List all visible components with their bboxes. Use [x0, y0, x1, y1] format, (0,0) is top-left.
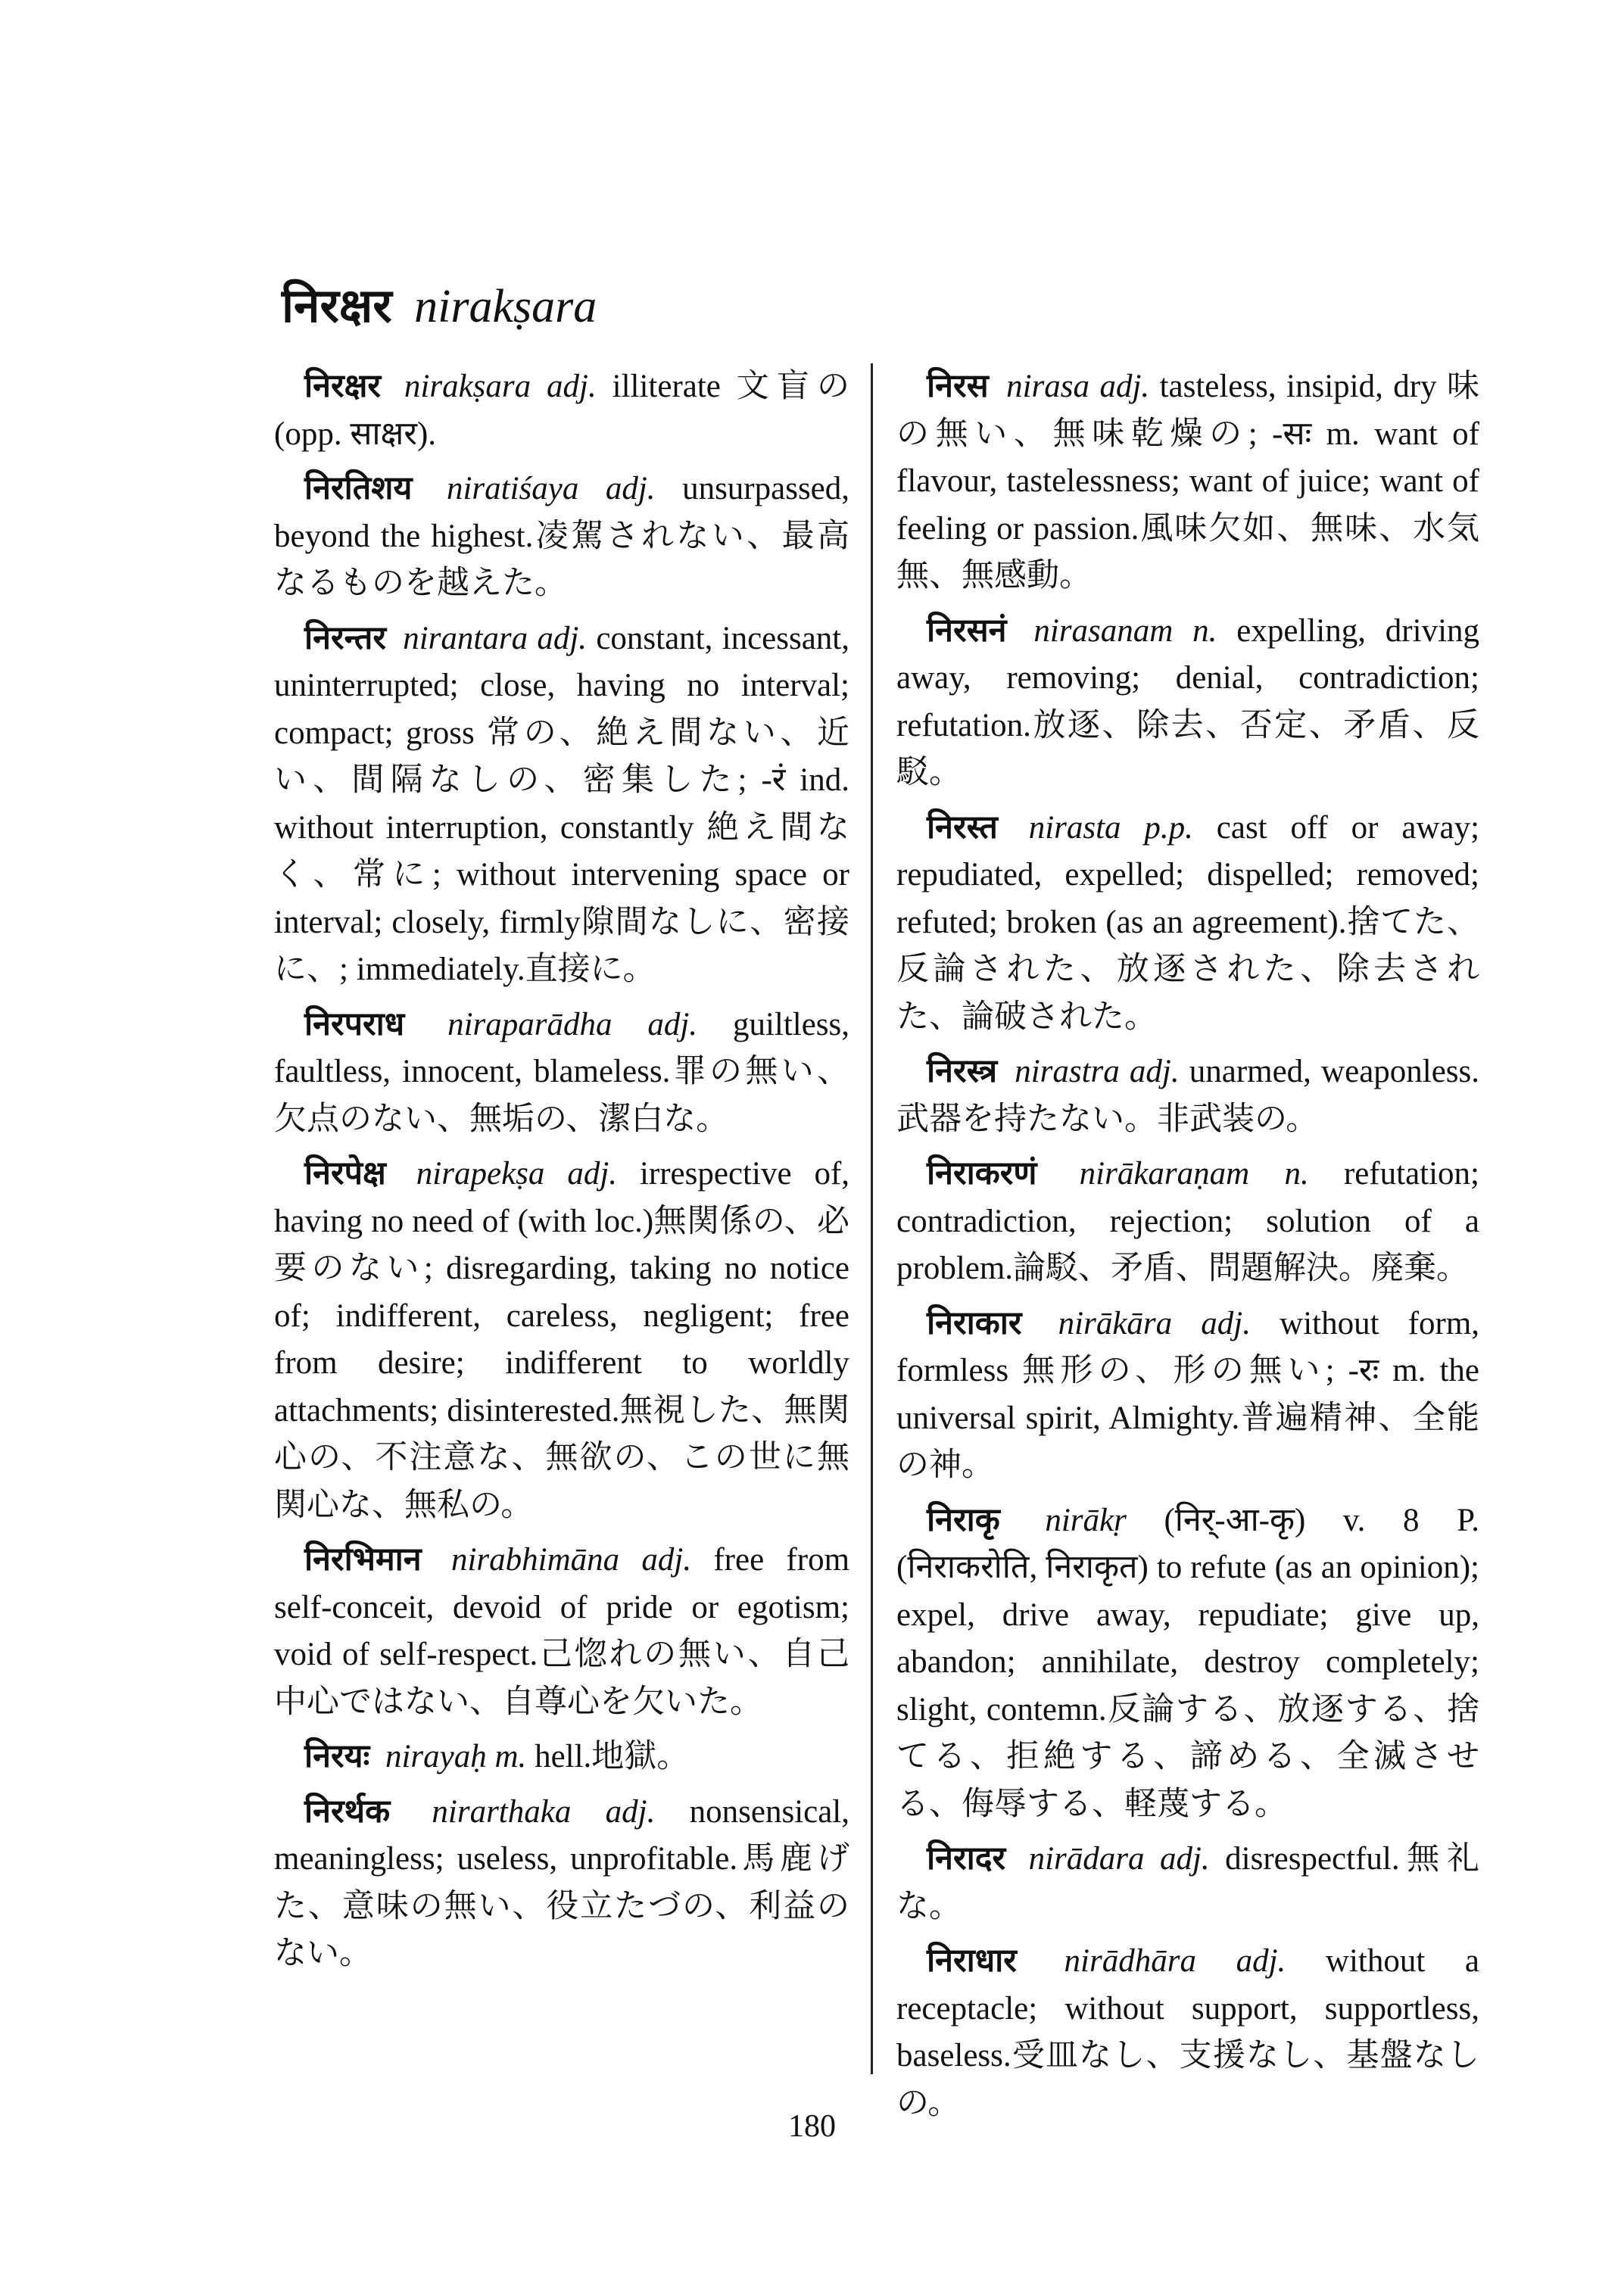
entry-pos: adj.	[567, 1156, 618, 1192]
entry-definition: (निर्-आ-कृ) v. 8 P. (निराकरोति, निराकृत) to refute (as an opinion); expel, drive away, repudiate; give up, abandon; annihilate, destroy completely; slight, contemn.反論する、放逐する、捨てる、拒絶する、諦める、全滅させる、侮辱する、軽蔑する。	[896, 1502, 1479, 1822]
entry-headword: निरतिशय	[304, 471, 413, 506]
entry-transliteration: nirasa	[1006, 369, 1090, 404]
dictionary-entry	[896, 1301, 1479, 1490]
entry-pos: n.	[1284, 1156, 1309, 1192]
entry-transliteration: niraparādha	[447, 1006, 613, 1042]
page-header	[282, 273, 597, 336]
dictionary-entry	[896, 608, 1479, 797]
entry-transliteration: nirayaḥ	[385, 1739, 487, 1774]
entry-definition: guiltless, faultless, innocent, blameless.罪の無い、欠点のない、無垢の、潔白な。	[274, 1006, 850, 1137]
entry-headword: निरस्त	[927, 809, 998, 846]
entry-headword: निराकार	[927, 1305, 1022, 1341]
dictionary-entry	[274, 1002, 849, 1144]
entry-pos: adj.	[1236, 1943, 1286, 1979]
entry-transliteration: nirasta	[1028, 809, 1121, 846]
entry-pos: adj.	[605, 1793, 656, 1830]
entry-headword: निरभिमान	[304, 1542, 422, 1578]
dictionary-entry	[896, 1151, 1479, 1293]
dictionary-entry	[274, 1537, 849, 1726]
header-transliteration: nirakṣara	[414, 281, 597, 332]
right-column	[896, 363, 1479, 2135]
entry-headword: निरर्थक	[304, 1793, 391, 1830]
entry-pos: n.	[1192, 612, 1217, 649]
entry-transliteration: nirākṛ	[1045, 1502, 1127, 1538]
entry-pos: adj.	[1159, 1841, 1210, 1877]
dictionary-entry	[274, 1789, 849, 1978]
entry-pos: adj.	[1129, 1054, 1180, 1089]
entry-definition: irrespective of, having no need of (with loc.)無関係の、必要のない; disregarding, taking no notice of; indifferent, careless, negligent; free from desire; indifferent to worldly attachments; disinterested.無視した、無関心の、不注意な、無欲の、この世に無関心な、無私の。	[274, 1156, 850, 1523]
entry-headword: निराकरणं	[927, 1156, 1037, 1192]
entry-headword: निरपराध	[304, 1006, 405, 1042]
entry-transliteration: nirasanam	[1033, 612, 1174, 649]
entry-transliteration: nirabhimāna	[450, 1542, 620, 1578]
dictionary-entry	[896, 1048, 1479, 1143]
entry-definition: constant, incessant, uninterrupted; close, having no interval; compact; gross 常の、絶え間ない、近い、間隔なしの、密集した; -रं ind. without interruption, constantly 絶え間なく、常に; without intervening space or interval; closely, firmly隙間なしに、密接に、; immediately.直接に。	[274, 620, 849, 987]
entry-pos: adj.	[547, 369, 597, 404]
entry-headword: निरादर	[927, 1841, 1006, 1877]
header-headword: निरक्षर	[282, 281, 392, 332]
entry-transliteration: nirakṣara	[404, 369, 531, 404]
entry-pos: m.	[494, 1739, 527, 1774]
entry-headword: निरसनं	[927, 612, 1007, 649]
entry-definition: expelling, driving away, removing; denial, contradiction; refutation.放逐、除去、否定、矛盾、反駁。	[896, 612, 1480, 790]
entry-transliteration: niratiśaya	[446, 471, 579, 506]
entry-pos: adj.	[1201, 1305, 1251, 1341]
page-number: 180	[788, 2109, 836, 2144]
entry-headword: निरपेक्ष	[304, 1156, 386, 1192]
dictionary-entry	[274, 466, 849, 608]
entry-definition: unarmed, weaponless.武器を持たない。非武装の。	[896, 1054, 1480, 1137]
entry-pos: adj.	[647, 1006, 698, 1042]
entry-transliteration: nirākāra	[1058, 1305, 1173, 1341]
entry-headword: निरयः	[304, 1739, 370, 1774]
entry-definition: unsurpassed, beyond the highest.凌駕されない、最高なるものを越えた。	[274, 471, 850, 601]
entry-definition: hell.地獄。	[535, 1739, 690, 1774]
entry-pos: adj.	[537, 620, 588, 656]
entry-definition: cast off or away; repudiated, expelled; dispelled; removed; refuted; broken (as an agreement).捨てた、反論された、放逐された、除去された、論破された。	[896, 809, 1480, 1035]
left-column	[274, 363, 849, 1986]
entry-definition: free from self-conceit, devoid of pride or egotism; void of self-respect.己惚れの無い、自己中心ではない、自尊心を欠いた。	[274, 1542, 850, 1720]
entry-pos: adj.	[1099, 369, 1150, 404]
entry-headword: निरस्त्र	[927, 1054, 998, 1089]
entry-headword: निराकृ	[927, 1502, 1000, 1538]
entry-headword: निरस	[927, 369, 989, 404]
dictionary-entry	[896, 363, 1479, 600]
entry-pos: adj.	[641, 1542, 692, 1578]
entry-transliteration: nirādara	[1028, 1841, 1145, 1877]
entry-definition: refutation; contradiction, rejection; solution of a problem.論駁、矛盾、問題解決。廃棄。	[896, 1156, 1480, 1286]
entry-pos: adj.	[605, 471, 656, 506]
entry-definition: tasteless, insipid, dry 味の無い、無味乾燥の; -सः m. want of flavour, tastelessness; want of juice; want of feeling or passion.風味欠如、無味、水気無、無感動。	[896, 369, 1480, 594]
entry-transliteration: nirarthaka	[432, 1793, 572, 1830]
dictionary-entry	[896, 1836, 1479, 1930]
entry-headword: निराधार	[927, 1943, 1017, 1979]
entry-headword: निरक्षर	[304, 369, 382, 404]
entry-definition: without form, formless 無形の、形の無い; -रः m. the universal spirit, Almighty.普遍精神、全能の神。	[896, 1305, 1480, 1483]
dictionary-entry	[896, 1497, 1479, 1829]
entry-transliteration: nirantara	[403, 620, 528, 656]
entry-transliteration: nirastra	[1015, 1054, 1120, 1089]
entry-transliteration: nirākaraṇam	[1079, 1156, 1250, 1192]
dictionary-entry	[274, 1734, 849, 1781]
dictionary-entry	[274, 615, 849, 994]
dictionary-entry	[896, 805, 1479, 1042]
dictionary-entry	[274, 1151, 849, 1529]
dictionary-entry	[896, 1938, 1479, 2127]
entry-transliteration: nirapekṣa	[416, 1156, 545, 1192]
entry-transliteration: nirādhāra	[1064, 1943, 1196, 1979]
entry-pos: p.p.	[1144, 809, 1193, 846]
dictionary-entry	[274, 363, 849, 458]
entry-definition: without a receptacle; without support, supportless, baseless.受皿なし、支援なし、基盤なしの。	[896, 1943, 1480, 2121]
column-divider	[871, 363, 873, 2074]
entry-definition: disrespectful.無礼な。	[896, 1841, 1479, 1924]
entry-definition: nonsensical, meaningless; useless, unprofitable.馬鹿げた、意味の無い、役立たづの、利益のない。	[274, 1793, 850, 1971]
entry-headword: निरन्तर	[304, 620, 386, 656]
entry-definition: illiterate 文盲の (opp. साक्षर).	[274, 369, 850, 452]
